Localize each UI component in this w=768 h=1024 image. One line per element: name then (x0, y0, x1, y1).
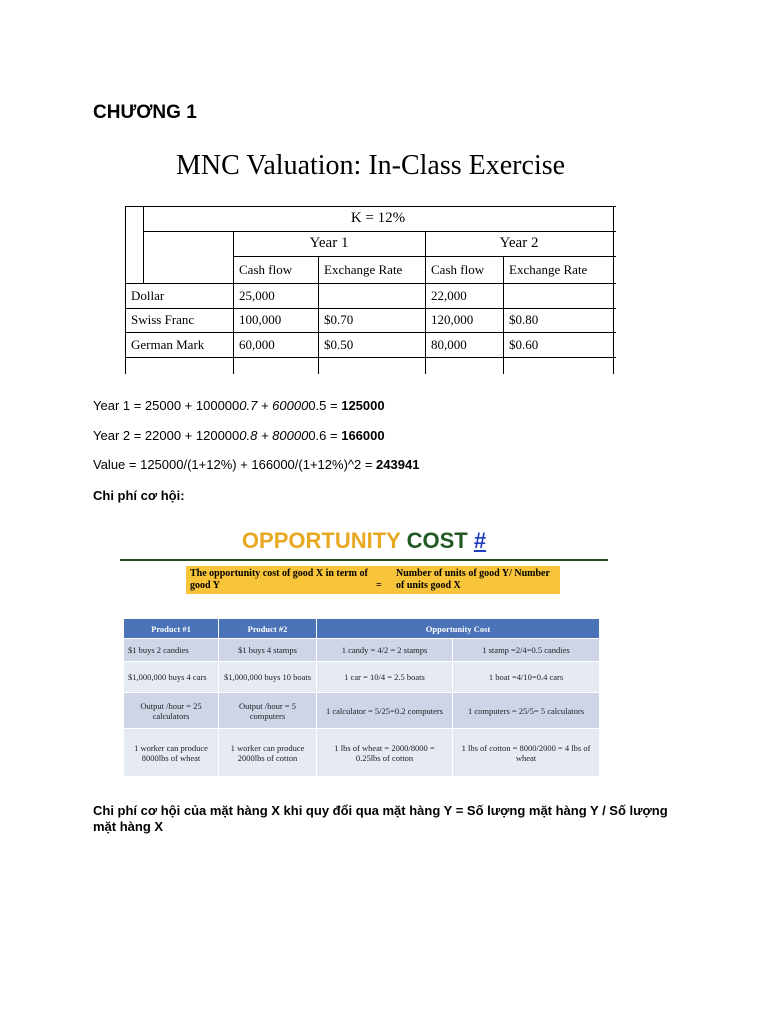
y1-rate-cell (318, 283, 425, 308)
table-header: Opportunity Cost (317, 619, 600, 639)
mnc-title: MNC Valuation: In-Class Exercise (175, 150, 566, 181)
opp-formula-box (186, 566, 560, 594)
calc-year2-result: 166000 (341, 428, 385, 443)
table-cell: 1 boat =4/10=0.4 cars (453, 662, 600, 693)
table-cell: Output /hour = 25 calculators (124, 693, 219, 729)
table-cell: 1 worker can produce 8000lbs of wheat (124, 729, 219, 777)
footer-text: Chi phí cơ hội của mặt hàng X khi quy đổi qua mặt hàng Y = Số lượng mặt hàng Y / Số lượng mặt hàng X (93, 803, 668, 834)
table-header: Product #2 (219, 619, 317, 639)
table-cell: 1 stamp =2/4=0.5 candies (453, 639, 600, 662)
col-cash-flow-y2: Cash flow (431, 261, 485, 277)
table-cell: 1 computers = 25/5= 5 calculators (453, 693, 600, 729)
y2-cashflow-cell: 22,000 (431, 287, 467, 303)
divider (120, 559, 608, 561)
currency-cell: Dollar (131, 287, 165, 303)
opportunity-cost-heading: Chi phí cơ hội: (93, 488, 185, 503)
table-cell: 1 lbs of wheat = 2000/8000 = 0.25lbs of cotton (317, 729, 453, 777)
col-exchange-rate-y1: Exchange Rate (324, 261, 403, 277)
chapter-title: CHƯƠNG 1 (93, 102, 197, 123)
y1-cashflow-cell: 25,000 (239, 287, 275, 303)
calc-value-result: 243941 (376, 457, 420, 472)
table-cell: 1 car = 10/4 = 2.5 boats (317, 662, 453, 693)
year1-header: Year 1 (309, 235, 349, 251)
opp-title: OPPORTUNITY COST # (241, 528, 487, 553)
opp-table (124, 619, 600, 777)
col-cash-flow-y1: Cash flow (239, 261, 293, 277)
opportunity-cost-image (120, 518, 608, 780)
calc-year1: Year 1 = 25000 + 1000000.7 + 600000.5 = 125000 (93, 398, 385, 413)
calc-year2: Year 2 = 22000 + 1200000.8 + 800000.6 = 166000 (93, 428, 385, 443)
formula-equals: = (376, 580, 382, 591)
mnc-table (125, 206, 616, 374)
opp-title-link[interactable]: # (473, 528, 487, 553)
y2-cashflow-cell: 120,000 (431, 312, 474, 327)
table-cell: 1 candy = 4/2 = 2 stamps (317, 639, 453, 662)
calc-value: Value = 125000/(1+12%) + 166000/(1+12%)^2 = 243941 (93, 457, 420, 472)
y2-rate-cell: $0.80 (509, 312, 539, 327)
table-cell: 1 worker can produce 2000lbs of cotton (219, 729, 317, 777)
y1-rate-cell: $0.50 (324, 336, 354, 352)
col-exchange-rate-y2: Exchange Rate (509, 261, 588, 277)
table-cell: $1 buys 2 candies (124, 639, 219, 662)
y1-rate-cell: $0.70 (324, 312, 354, 327)
y1-cashflow-cell: 60,000 (239, 336, 275, 352)
k-rate-label: K = 12% (350, 210, 406, 226)
table-cell: $1,000,000 buys 4 cars (124, 662, 219, 693)
formula-right: Number of units of good Y/ Number of units good X (396, 568, 550, 591)
y1-cashflow-cell: 100,000 (239, 312, 282, 327)
calc-year1-result: 125000 (341, 398, 385, 413)
table-cell: $1,000,000 buys 10 boats (219, 662, 317, 693)
y2-rate-cell: $0.60 (509, 336, 539, 352)
mnc-valuation-image (125, 140, 616, 374)
year2-header: Year 2 (499, 235, 539, 251)
table-cell: Output /hour = 5 computers (219, 693, 317, 729)
currency-cell: Swiss Franc (131, 312, 195, 327)
table-cell: 1 lbs of cotton = 8000/2000 = 4 lbs of wheat (453, 729, 600, 777)
formula-left: The opportunity cost of good X in term of good Y (190, 568, 368, 591)
table-header: Product #1 (124, 619, 219, 639)
currency-cell: German Mark (131, 336, 205, 352)
table-cell: 1 calculator = 5/25=0.2 computers (317, 693, 453, 729)
table-cell: $1 buys 4 stamps (219, 639, 317, 662)
y2-cashflow-cell: 80,000 (431, 336, 467, 352)
y2-rate-cell (503, 283, 613, 308)
